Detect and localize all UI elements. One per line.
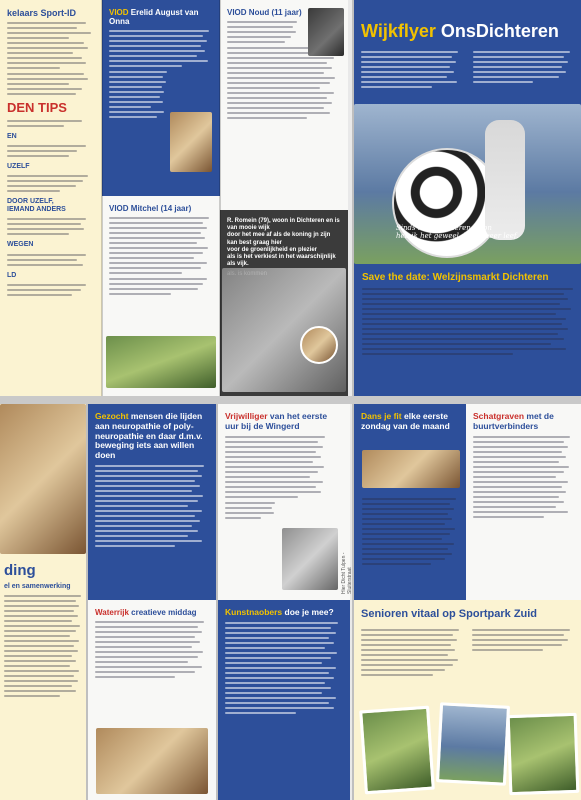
- vrijwilliger-heading-rest: van het eerste uur bij de Wingerd: [225, 411, 328, 431]
- fold-line-6: [352, 404, 354, 800]
- romein-caption-1: R. Romein (79), woon in Dichteren en is van mooie wijk: [227, 218, 340, 232]
- mitchel-heading: [109, 204, 213, 213]
- mitchel-heading-prefix: VIOD: [109, 204, 129, 213]
- neuropathie-heading-rest: mensen die lijden aan neuropathie of poly-neuropathie en daar d.m.v. beweging iets aan willen doen: [95, 411, 203, 461]
- woman-photo: [0, 404, 86, 554]
- august-heading: [109, 8, 213, 26]
- sport-id-heading: kelaars Sport-ID: [7, 8, 77, 18]
- tips-sub-1: EN: [7, 133, 17, 141]
- samenwerking-heading-1: ding: [4, 562, 36, 579]
- cover-title-part1: Wijkflyer: [361, 21, 436, 41]
- samenwerking-text: [4, 562, 84, 701]
- waterrijk-photo: [96, 728, 208, 794]
- neuropathie-heading-highlight: Gezocht: [95, 411, 129, 421]
- column-neuropathie: [88, 404, 216, 600]
- column-kunstnaobers: [218, 600, 350, 800]
- dans-heading-rest: elke eerste zondag van de maand: [361, 411, 450, 431]
- fold-line-1: [101, 0, 103, 396]
- romein-caption-3: kan best graag hier: [227, 239, 283, 246]
- cover-quote: [396, 224, 536, 240]
- tips-sub-2: UZELF: [7, 163, 30, 171]
- waterrijk-heading: [95, 608, 209, 617]
- dans-photo: [362, 450, 460, 488]
- kunstnaobers-heading: [225, 608, 343, 618]
- romein-portrait: [300, 326, 338, 364]
- vrijwilliger-heading: [225, 412, 343, 432]
- fold-line-5: [216, 404, 218, 800]
- mitchel-heading-name: Mitchel (14 jaar): [130, 204, 192, 213]
- kunstnaobers-heading-highlight: Kunstnaobers: [225, 607, 283, 617]
- fold-line-4: [86, 404, 88, 800]
- column-schatgraven: [466, 404, 581, 600]
- neuropathie-heading: [95, 412, 209, 461]
- vrijwilliger-side-label: Hier Dicht Tulpen - Sluiterstraat: [341, 552, 353, 594]
- vrijwilliger-heading-highlight: Vrijwilliger: [225, 411, 268, 421]
- fold-line-3: [352, 0, 354, 396]
- dans-heading: [361, 412, 459, 432]
- senioren-photo-3: [507, 713, 580, 795]
- noud-heading-prefix: VIOD: [227, 8, 247, 17]
- tips-heading: DEN TIPS: [7, 100, 67, 116]
- cover-quote-line2: heb ik het geweel dat ik weer leef.: [396, 232, 519, 240]
- flyer-page-front: [0, 0, 581, 396]
- august-heading-prefix: VIOD: [109, 8, 129, 17]
- save-the-date-heading: Save the date: Welzijnsmarkt Dichteren: [362, 272, 549, 283]
- fold-line-2: [219, 0, 221, 396]
- dans-heading-highlight: Dans je fit: [361, 411, 402, 421]
- child-figure: [485, 120, 525, 240]
- noud-photo: [308, 8, 344, 56]
- romein-caption-4: voor de groenlijkheid en plezier: [227, 246, 318, 253]
- mitchel-team-photo: [106, 336, 216, 388]
- romein-caption-2: door het mee af als de koning jn zijn: [227, 232, 331, 239]
- dans-text: [362, 494, 460, 569]
- flyer-page-back: [0, 404, 581, 800]
- vrijwilliger-photo: [282, 528, 338, 590]
- senioren-photo-2: [436, 702, 510, 786]
- kunstnaobers-heading-rest: doe je mee?: [284, 607, 334, 617]
- cover-title-part2: OnsDichteren: [440, 21, 559, 41]
- romein-caption-5: als is het verkiest in het waarschijnlijk als vijk.: [227, 253, 336, 268]
- cover-quote-line1: Sinds ik in Dichteren woon: [396, 224, 492, 232]
- tips-sub-5: LD: [7, 271, 17, 279]
- august-photo: [170, 112, 212, 172]
- save-the-date-block: [362, 272, 577, 359]
- schatgraven-heading-highlight: Schatgraven: [473, 411, 525, 421]
- waterrijk-heading-rest: creatieve middag: [131, 608, 197, 617]
- august-heading-name: Erelid August van Onna: [109, 8, 199, 27]
- waterrijk-heading-highlight: Waterrijk: [95, 608, 129, 617]
- tips-sub-4: WEGEN: [7, 241, 34, 249]
- schatgraven-heading: [473, 412, 574, 432]
- samenwerking-heading-2: el en samenwerking: [4, 583, 71, 591]
- schatgraven-heading-rest: met de buurtverbinders: [473, 411, 554, 431]
- cover-title: [361, 22, 574, 41]
- senioren-photo-1: [359, 706, 435, 795]
- senioren-heading: Senioren vitaal op Sportpark Zuid: [361, 608, 538, 620]
- noud-heading-name: Noud (11 jaar): [248, 8, 302, 17]
- column-sport-tips: [0, 0, 102, 396]
- tips-sub-3: DOOR UZELF, IEMAND ANDERS: [7, 198, 66, 214]
